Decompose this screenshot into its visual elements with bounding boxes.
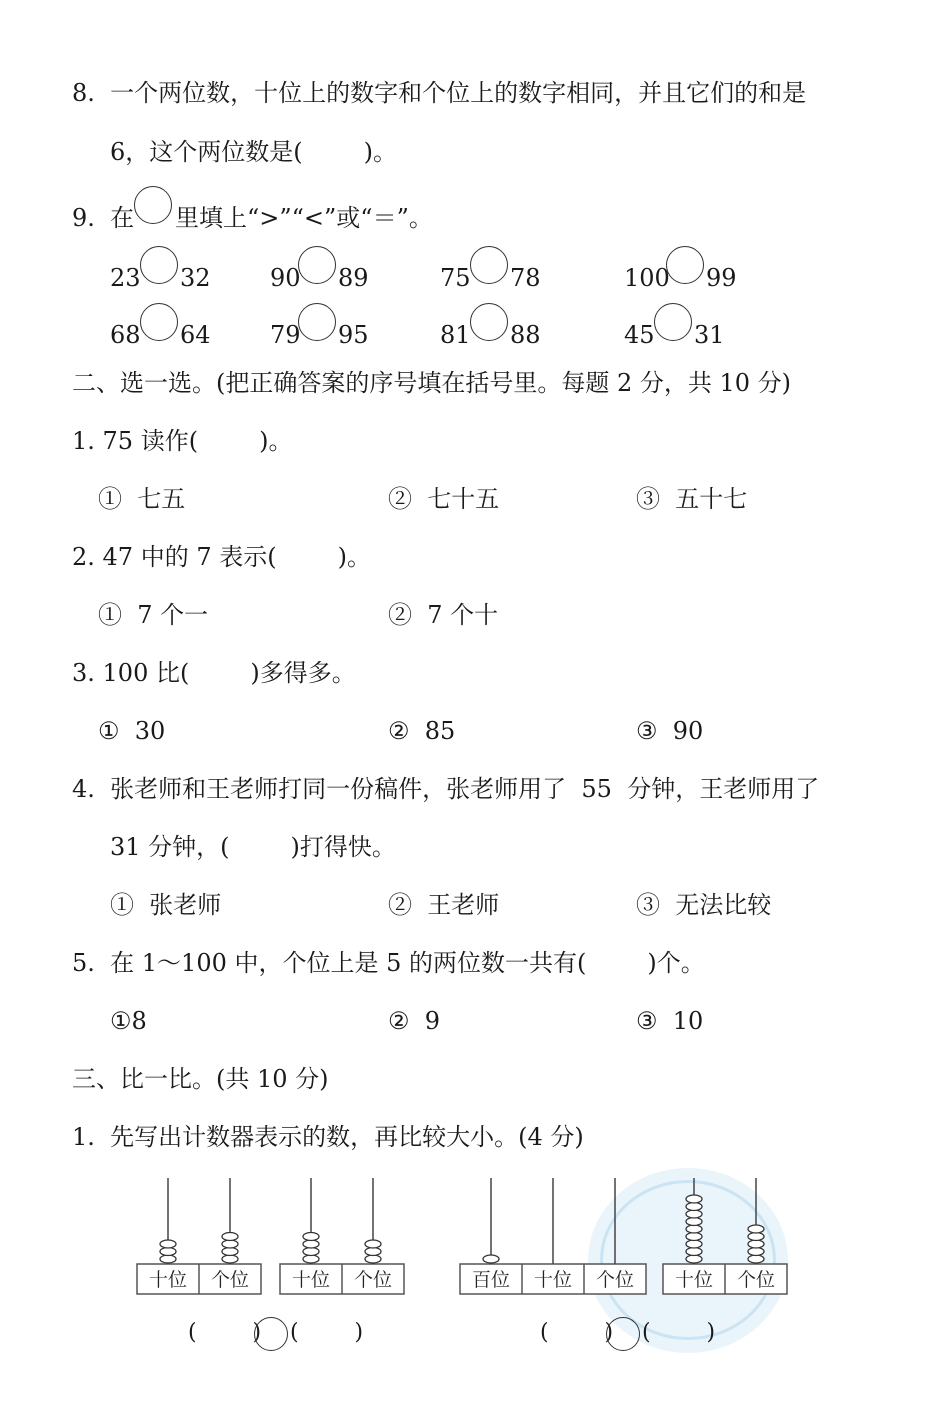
s2-q2-option-1[interactable]: ① 7 个一 [98,601,209,629]
compare-left: 68 [110,321,141,349]
s3-q1-stem: 1. 先写出计数器表示的数，再比较大小。(4 分) [72,1123,584,1151]
compare-right: 78 [510,264,541,292]
compare-right: 32 [180,264,211,292]
answer-blank-left[interactable]: ( ) [540,1320,614,1345]
s2-q5-stem: 5. 在 1～100 中，个位上是 5 的两位数一共有( )个。 [72,949,705,977]
s2-q4-option-3[interactable]: ③ 无法比较 [636,891,772,919]
compare-left: 79 [270,321,301,349]
compare-right: 88 [510,321,541,349]
s2-q5-option-3[interactable]: ③ 10 [636,1007,704,1035]
abacus-place-label: 个位 [353,1269,393,1291]
q8-line2: 6，这个两位数是( )。 [110,138,398,166]
q9-suffix: 里填上“>”“<”或“＝”。 [175,204,433,232]
abacus-place-label: 百位 [471,1269,511,1291]
abacus-place-label: 十位 [674,1269,714,1291]
abacus-place-label: 个位 [595,1269,635,1291]
s2-q5-option-1[interactable]: ①8 [110,1007,147,1035]
s2-q4-stem: 4. 张老师和王老师打同一份稿件，张老师用了 55 分钟，王老师用了 [72,775,820,803]
compare-left: 100 [624,264,670,292]
abacus-place-label: 十位 [148,1269,188,1291]
abacus-bead [748,1248,764,1256]
s2-q2-stem: 2. 47 中的 7 表示( )。 [72,543,371,571]
s2-q1-stem: 1. 75 读作( )。 [72,427,293,455]
q8-line1: 8. 一个两位数，十位上的数字和个位上的数字相同，并且它们的和是 [72,79,807,107]
abacus-bead [748,1240,764,1248]
abacus-bead [748,1255,764,1263]
abacus-bead [686,1203,702,1211]
s2-q3-option-1[interactable]: ① 30 [98,717,166,745]
compare-right: 89 [338,264,369,292]
compare-left: 45 [624,321,655,349]
abacus-place-label: 十位 [291,1269,331,1291]
s2-q3-option-3[interactable]: ③ 90 [636,717,704,745]
s2-q1-option-2[interactable]: ② 七十五 [388,485,500,513]
answer-blank-right[interactable]: ( ) [290,1320,364,1345]
section2-heading: 二、选一选。(把正确答案的序号填在括号里。每题 2 分，共 10 分) [72,369,792,397]
compare-right: 64 [180,321,211,349]
abacus-bead [686,1240,702,1248]
compare-left: 81 [440,321,471,349]
s2-q4-option-2[interactable]: ② 王老师 [388,891,500,919]
s2-q2-option-2[interactable]: ② 7 个十 [388,601,499,629]
q9-prefix: 9. 在 [72,204,135,232]
abacus-bead [686,1195,702,1203]
s2-q4-stem-2: 31 分钟，( )打得快。 [110,833,396,861]
answer-blank-right[interactable]: ( ) [642,1320,716,1345]
compare-right: 99 [706,264,737,292]
compare-circle-abacus-1[interactable] [254,1317,288,1351]
abacus-bead [748,1233,764,1241]
compare-right: 31 [694,321,725,349]
abacus-bead [686,1210,702,1218]
section3-heading: 三、比一比。(共 10 分) [72,1065,329,1093]
compare-right: 95 [338,321,369,349]
abacus-bead [686,1218,702,1226]
answer-blank-left[interactable]: ( ) [188,1320,262,1345]
compare-circle-abacus-2[interactable] [606,1317,640,1351]
s2-q1-option-3[interactable]: ③ 五十七 [636,485,748,513]
abacus-bead [748,1225,764,1233]
s2-q1-option-1[interactable]: ① 七五 [98,485,186,513]
abacus-bead [686,1225,702,1233]
abacus-place-label: 个位 [210,1269,250,1291]
compare-left: 23 [110,264,141,292]
abacus-bead [686,1233,702,1241]
s2-q5-option-2[interactable]: ② 9 [388,1007,441,1035]
s2-q3-option-2[interactable]: ② 85 [388,717,456,745]
abacus-place-label: 十位 [533,1269,573,1291]
compare-left: 75 [440,264,471,292]
abacus-bead [686,1248,702,1256]
abacus-place-label: 个位 [736,1269,776,1291]
abacus-bead [686,1255,702,1263]
s2-q4-option-1[interactable]: ① 张老师 [110,891,222,919]
s2-q3-stem: 3. 100 比( )多得多。 [72,659,356,687]
compare-left: 90 [270,264,301,292]
